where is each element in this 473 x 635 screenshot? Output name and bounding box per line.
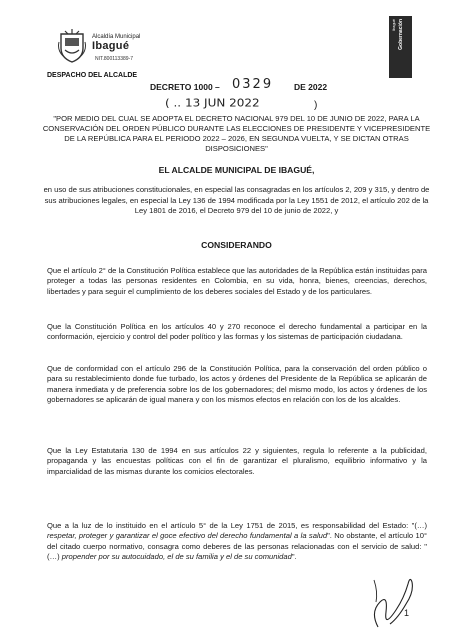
brand-big-text: Gobernación bbox=[398, 19, 404, 50]
paragraph-3: Que de conformidad con el artículo 296 de la Constitución Política, para la conservación del orden público o para su restablecimiento donde fue turbado, los actos y órdenes del Presidente de la República se aplicarán de manera inmediata y de preferencia sobre los de los gobernadores; del mismo modo, los actos y órdenes de los gobernadores se aplicarán de igual manera y con los mismos efectos en relación con los de los alcaldes. bbox=[47, 364, 427, 404]
decree-title: "POR MEDIO DEL CUAL SE ADOPTA EL DECRETO NACIONAL 979 DEL 10 DE JUNIO DE 2022, PARA LA CONSERVACIÓN DEL ORDEN PÚBLICO DURANTE LAS ELECCIONES DE PRESIDENTE Y VICEPRESIDENTE DE LA REPÚBLICA PARA EL PERIODO 2022 – 2026, EN SEGUNDA VUELTA, Y SE DICTAN OTRAS DISPOSICIONES" bbox=[42, 114, 431, 153]
p5-quote-1: respetar, proteger y garantizar el goce efectivo del derecho fundamental a la salud bbox=[47, 531, 328, 541]
paragraph-1: Que el artículo 2° de la Constitución Política establece que las autoridades de la República están instituidas para proteger a todas las personas residentes en Colombia, en su vida, honra, bienes, creencias, derechos, libertades y para seguir el cumplimiento de los deberes sociales del Estado y de los particulares. bbox=[47, 266, 427, 296]
city-name: Ibagué bbox=[92, 40, 130, 52]
p5-text-e: ". bbox=[291, 551, 297, 561]
paragraph-5 bbox=[47, 521, 427, 562]
page-number: 1 bbox=[404, 608, 410, 618]
date-close: ) bbox=[314, 100, 318, 111]
p5-quote-2: propender por su autocuidado, el de su familia y el de su comunidad bbox=[61, 551, 292, 561]
paragraph-4: Que la Ley Estatutaria 130 de 1994 en sus artículos 22 y siguientes, regula lo referente a la publicidad, propaganda y las encuestas políticas con el fin de garantizar el pluralismo, equilibrio informativo y la imparcialidad de las mismas durante los comicios electorales. bbox=[47, 446, 427, 476]
org-line: Alcaldía Municipal bbox=[92, 34, 141, 40]
authority-heading: EL ALCALDE MUNICIPAL DE IBAGUÉ, bbox=[158, 165, 315, 175]
date-stamp: 13 JUN 2022 bbox=[184, 97, 260, 109]
p5-text-a: Que a la luz de lo instituido en el artículo 5° de la Ley 1751 de 2015, es responsabilidad del Estado: "(…) bbox=[47, 521, 427, 530]
municipal-crest-icon bbox=[57, 28, 87, 64]
p5-text-c: ". No obstante, el artículo 10° del citado cuerpo normativo, consagra como deberes de las personas relacionadas con el servicio de salud: "(…) bbox=[47, 531, 427, 561]
powers-paragraph: en uso de sus atribuciones constitucionales, en especial las consagradas en los artículos 2, 209 y 315, y dentro de sus atribuciones legales, en especial la Ley 136 de 1994 modificada por la Ley 1551 de 2012, el artículo 202 de la Ley 1801 de 2016, el Decreto 979 del 10 de junio de 2022, y bbox=[43, 185, 430, 215]
signature-scribble-icon bbox=[368, 572, 418, 632]
decree-number: 0329 bbox=[232, 77, 274, 92]
paragraph-2: Que la Constitución Política en los artículos 40 y 270 reconoce el derecho fundamental a participar en la conformación, ejercicio y control del poder político y las formas y los sistemas de participación ciudadana. bbox=[47, 322, 427, 342]
decree-year: DE 2022 bbox=[294, 82, 328, 92]
brand-small-text: Ibagué bbox=[391, 19, 396, 32]
considering-heading: CONSIDERANDO bbox=[201, 240, 272, 250]
decree-label: DECRETO 1000 – bbox=[150, 82, 220, 92]
brand-badge bbox=[389, 16, 412, 78]
decree-date bbox=[165, 97, 260, 109]
date-open: ( .. bbox=[165, 97, 182, 109]
nit-number: NIT.800113389-7 bbox=[95, 56, 133, 62]
office-name: DESPACHO DEL ALCALDE bbox=[47, 72, 138, 79]
